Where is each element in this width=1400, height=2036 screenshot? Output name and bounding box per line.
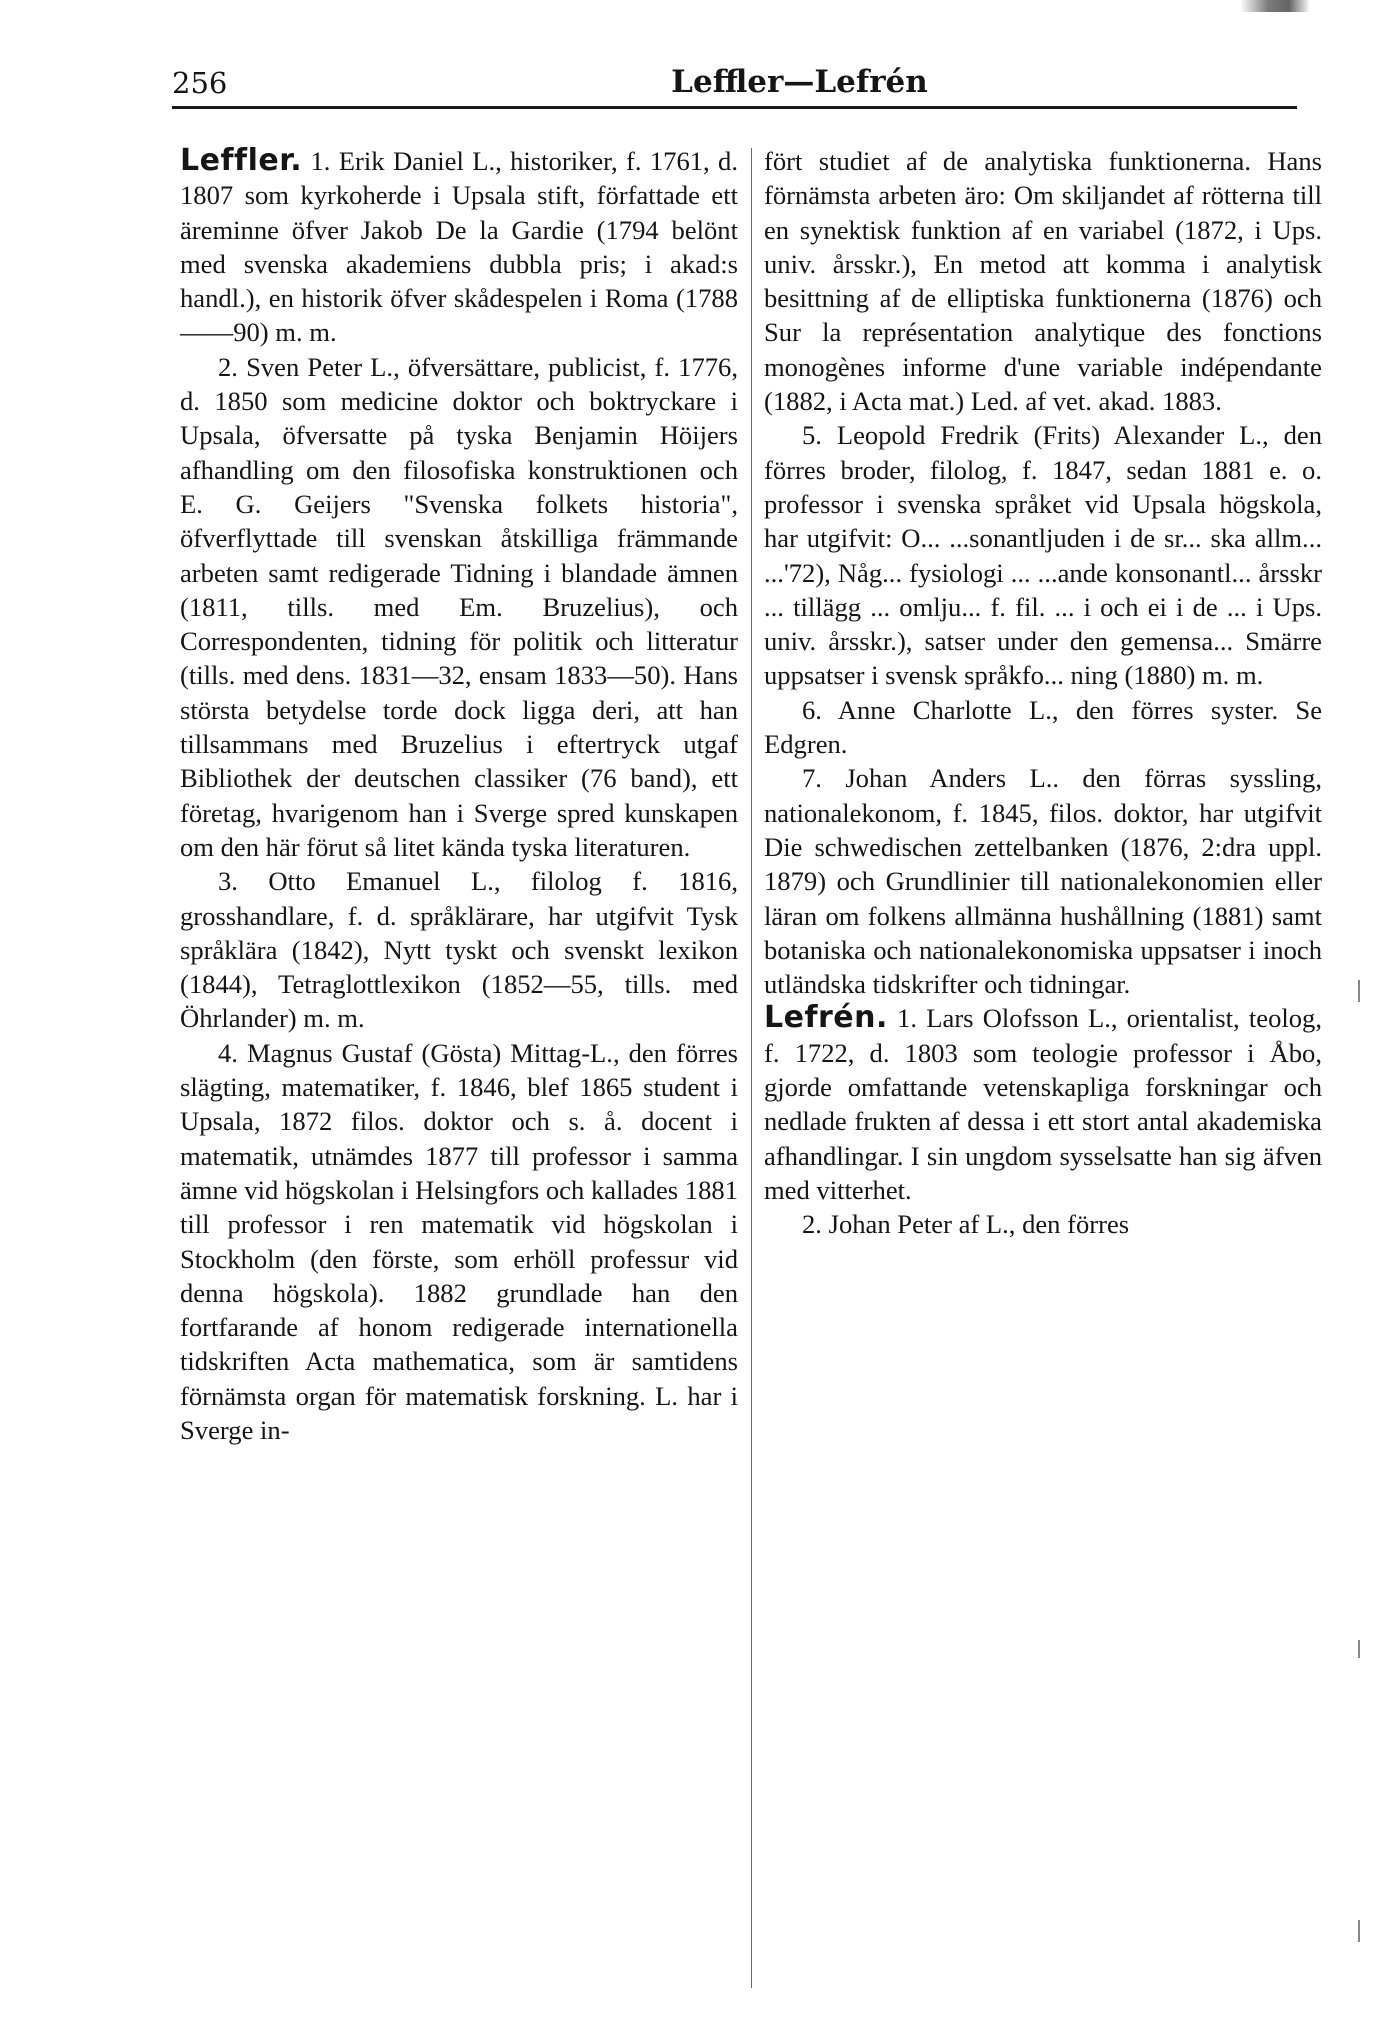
running-head: Leffler—Lefrén bbox=[671, 64, 928, 100]
entry-lefren-2: 2. Johan Peter af L., den förres bbox=[802, 1209, 1130, 1240]
edge-mark bbox=[1358, 1640, 1360, 1658]
headword: Leffler. bbox=[180, 143, 303, 178]
entry-text: 1. Erik Daniel L., historiker, f. 1761, d. 1807 som kyrkoherde i Upsala stift, författade ett äreminne öfver Jakob De la Gardie (1794 belönt med svenska akademiens dubbla pris; i akad:s handl.), en historik öfver skådespelen i Roma (1788——90) m. m. bbox=[180, 146, 738, 348]
entry-leffler-5: 5. Leopold Fredrik (Frits) Alexander L., den förres broder, filolog, f. 1847, sedan 1881 e. o. professor i svenska språket vid Upsala högskola, har utgifvit: O... ...sonantljuden i de sr... ska allm... ...'72), Någ... fysiologi ... ...ande konsonantl... årsskr ... tillägg ... omlju... f. fil. ... i och ei i de ... i Ups. univ. årsskr.), satser under den gemensa... Smärre uppsatser i svensk språkfo... ning (1880) m. m. bbox=[764, 420, 1322, 691]
entry-leffler-6: 6. Anne Charlotte L., den förres syster. Se Edgren. bbox=[764, 694, 1322, 760]
entry-leffler-1 bbox=[180, 144, 738, 350]
entry-leffler-4-continued: fört studiet af de analytiska funktionerna. Hans förnämsta arbeten äro: Om skiljandet af rötterna till en synektisk funktion af en variabel (1872, i Ups. univ. årsskr.), En metod att komma i analytisk besittning af de elliptiska funktionerna (1876) och Sur la représentation analytique des fonctions monogènes informe d'une variable indépendante (1882, i Acta mat.) Led. af vet. akad. 1883. bbox=[764, 146, 1322, 417]
page-header bbox=[172, 62, 1297, 109]
edge-mark bbox=[1358, 980, 1360, 1002]
left-column bbox=[180, 144, 738, 1447]
column-divider bbox=[751, 148, 752, 1988]
entry-leffler-7: 7. Johan Anders L.. den förras syssling, nationalekonom, f. 1845, filos. doktor, har utgifvit Die schwedischen zettelbanken (1876, 2:dra uppl. 1879) och Grundlinier till nationalekonomien eller läran om folkens allmänna hushållning (1881) samt botaniska och nationalekonomiska uppsatser i inoch utländska tidskrifter och tidningar. bbox=[764, 763, 1322, 1000]
right-column bbox=[764, 144, 1322, 1242]
entry-leffler-4: 4. Magnus Gustaf (Gösta) Mittag-L., den förres slägting, matematiker, f. 1846, blef 1865 student i Upsala, 1872 filos. doktor och s. å. docent i matematik, utnämdes 1877 till professor i samma ämne vid högskolan i Helsingfors och kallades 1881 till professor i ren matematik vid högskolan i Stockholm (den förste, som erhöll professur vid denna högskola). 1882 grundlade han den fortfarande af honom redigerade internationella tidskriften Acta mathematica, som är samtidens förnämsta organ för matematisk forskning. L. har i Sverge in- bbox=[180, 1037, 738, 1445]
scan-smudge bbox=[1240, 0, 1310, 12]
headword: Lefrén. bbox=[764, 1000, 888, 1036]
entry-lefren-1 bbox=[764, 1001, 1322, 1207]
entry-leffler-2: 2. Sven Peter L., öfversättare, publicist, f. 1776, d. 1850 som medicine doktor och boktryckare i Upsala, öfversatte på tyska Benjamin Höijers afhandling om den filosofiska konstruktionen och E. G. Geijers "Svenska folkets historia", öfverflyttade till svenskan åtskilliga främmande arbeten samt redigerade Tidning i blandade ämnen (1811, tills. med Em. Bruzelius), och Correspondenten, tidning för politik och litteratur (tills. med dens. 1831—32, ensam 1833—50). Hans största betydelse torde dock ligga deri, att han tillsammans med Bruzelius i eftertryck utgaf Bibliothek der deutschen classiker (76 band), ett företag, hvarigenom han i Sverge spred kunskapen om den här förut så litet kända tyska literaturen. bbox=[180, 351, 738, 862]
entry-leffler-3: 3. Otto Emanuel L., filolog f. 1816, grosshandlare, f. d. språklärare, har utgifvit Tysk språklära (1842), Nytt tyskt och svenskt lexikon (1844), Tetraglottlexikon (1852—55, tills. med Öhrlander) m. m. bbox=[180, 866, 738, 1034]
page-number: 256 bbox=[172, 66, 228, 100]
entry-text: 1. Lars Olofsson L., orientalist, teolog, f. 1722, d. 1803 som teologie professor i Åbo, gjorde omfattande vetenskapliga forskningar och nedlade frukten af dessa i ett stort antal akademiska afhandlingar. I sin ungdom sysselsatte han sig äfven med vitterhet. bbox=[764, 1003, 1322, 1205]
edge-mark bbox=[1358, 1920, 1360, 1942]
